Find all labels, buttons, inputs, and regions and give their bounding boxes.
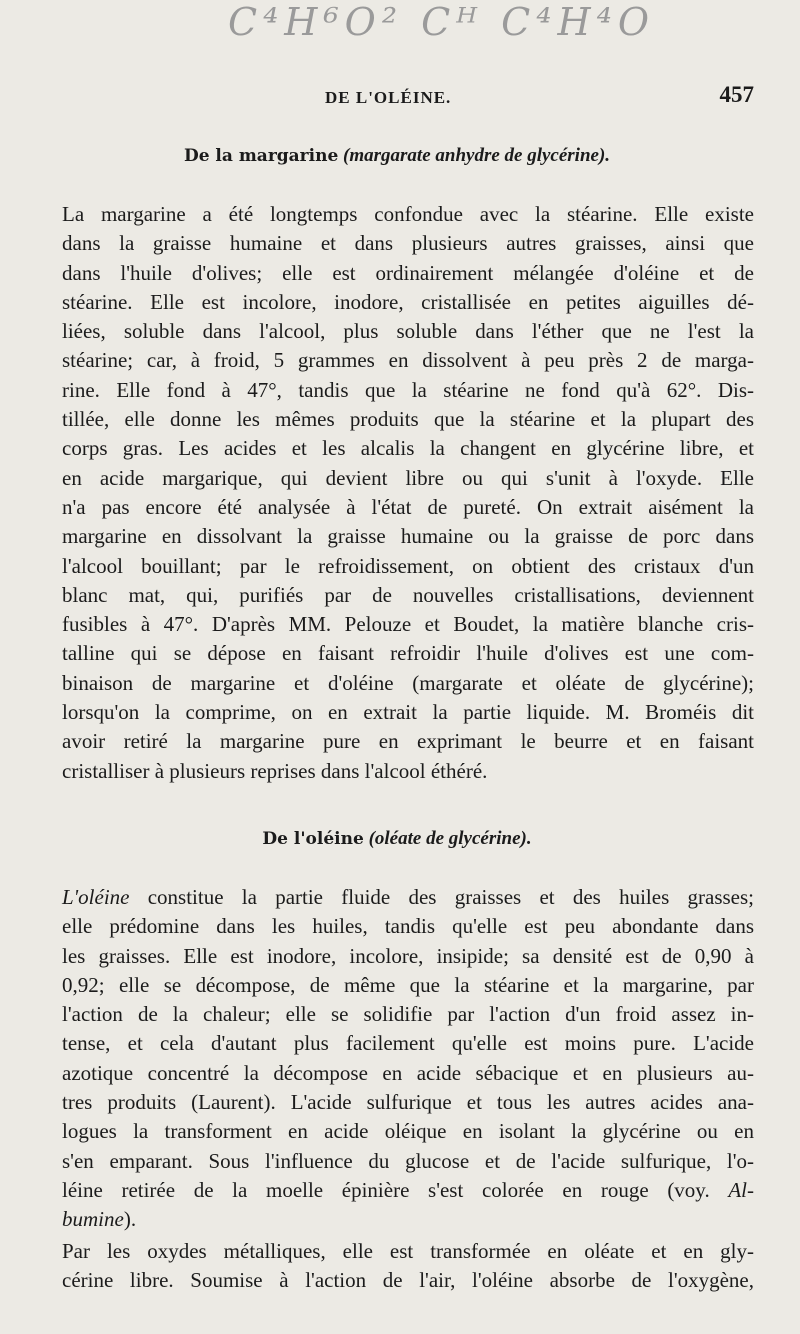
text-line: margarine en dissolvant la graisse humaine ou la graisse de porc dans [62, 524, 754, 549]
text-line: binaison de margarine et d'oléine (margarate et oléate de glycérine); [62, 670, 754, 695]
page-header [40, 82, 754, 112]
text-line: l'alcool bouillant; par le refroidissement, on obtient des cristaux d'un [62, 553, 754, 578]
text-line: Par les oxydes métalliques, elle est transformée en oléate et en gly- [62, 1238, 754, 1263]
text-line: cristalliser à plusieurs reprises dans l'alcool éthéré. [62, 758, 488, 783]
text-line: corps gras. Les acides et les alcalis la changent en glycérine libre, et [62, 436, 754, 461]
section-title-margarine [40, 141, 754, 171]
page-number: 457 [719, 82, 754, 107]
text-line: tres produits (Laurent). L'acide sulfurique et tous les autres acides ana- [62, 1090, 754, 1115]
text-line: l'action de la chaleur; elle se solidifie par l'action d'un froid assez in- [62, 1002, 754, 1027]
text-line: La margarine a été longtemps confondue avec la stéarine. Elle existe [62, 202, 754, 226]
paragraph-margarine [40, 200, 754, 786]
text-line: en acide margarique, qui devient libre ou qui s'unit à l'oxyde. Elle [62, 465, 754, 490]
section-title-subtitle: (margarate anhydre de glycérine). [343, 145, 611, 166]
text-line: tillée, elle donne les mêmes produits que la stéarine et la plupart des [62, 407, 754, 432]
text-line: elle prédomine dans les huiles, tandis qu'elle est peu abondante dans [62, 914, 754, 939]
text-line: avoir retiré la margarine pure en exprimant le beurre et en faisant [62, 729, 754, 754]
text-line: s'en emparant. Sous l'influence du glucose et de l'acide sulfurique, l'o- [62, 1148, 754, 1173]
text-line: azotique concentré la décompose en acide sébacique et en plusieurs au- [62, 1060, 754, 1085]
text-line: dans la graisse humaine et dans plusieurs autres graisses, ainsi que [62, 231, 754, 256]
text-line: n'a pas encore été analysée à l'état de pureté. On extrait aisément la [62, 494, 754, 519]
section-title-main: De la margarine [183, 146, 339, 166]
italic-term: L'oléine [62, 884, 130, 909]
text-line: les graisses. Elle est inodore, incolore, insipide; sa densité est de 0,90 à [62, 943, 754, 968]
text-line [40, 883, 754, 912]
text-run: ). [123, 1207, 137, 1232]
section-title-main: De l'oléine [262, 828, 364, 849]
text-line: talline qui se dépose en faisant refroidir l'huile d'olives est une com- [62, 641, 754, 666]
text-line: tense, et cela d'autant plus facilement qu'elle est moins pure. L'acide [62, 1031, 754, 1056]
italic-term: bumine [62, 1207, 124, 1232]
page-body [40, 141, 754, 1295]
text-run: constitue la partie fluide des graisses et des huiles grasses; [129, 884, 754, 909]
paragraph-oleine [40, 883, 754, 1235]
running-head: DE L'OLÉINE. [325, 88, 452, 107]
text-line: 0,92; elle se décompose, de même que la stéarine et la margarine, par [62, 972, 754, 997]
text-line: blanc mat, qui, purifiés par de nouvelles cristallisations, deviennent [62, 582, 754, 607]
text-line: logues la transforment en acide oléique en isolant la glycérine ou en [62, 1119, 754, 1144]
text-line: liées, soluble dans l'alcool, plus soluble dans l'éther que ne l'est la [62, 319, 754, 344]
text-line [40, 1205, 754, 1234]
section-title-oleine [40, 824, 754, 854]
text-line: fusibles à 47°. D'après MM. Pelouze et Boudet, la matière blanche cris- [62, 612, 754, 637]
text-line: rine. Elle fond à 47°, tandis que la stéarine ne fond qu'à 62°. Dis- [62, 377, 754, 402]
text-line [40, 1176, 754, 1205]
text-line: cérine libre. Soumise à l'action de l'air, l'oléine absorbe de l'oxygène, [62, 1267, 754, 1292]
text-line: stéarine; car, à froid, 5 grammes en dissolvent à peu près 2 de marga- [62, 348, 754, 373]
section-title-subtitle: (oléate de glycérine). [368, 827, 532, 849]
text-run: léine retirée de la moelle épinière s'est colorée en rouge (voy. [62, 1177, 729, 1202]
text-line: dans l'huile d'olives; elle est ordinairement mélangée d'oléine et de [62, 260, 754, 285]
text-line: stéarine. Elle est incolore, inodore, cristallisée en petites aiguilles dé- [62, 289, 754, 314]
pencil-annotation: C⁴H⁶O² Cᴴ C⁴H⁴O [228, 0, 656, 44]
text-line: lorsqu'on la comprime, on en extrait la partie liquide. M. Broméis dit [62, 700, 754, 725]
italic-term: Al- [728, 1177, 754, 1202]
paragraph-oxydes [40, 1237, 754, 1296]
